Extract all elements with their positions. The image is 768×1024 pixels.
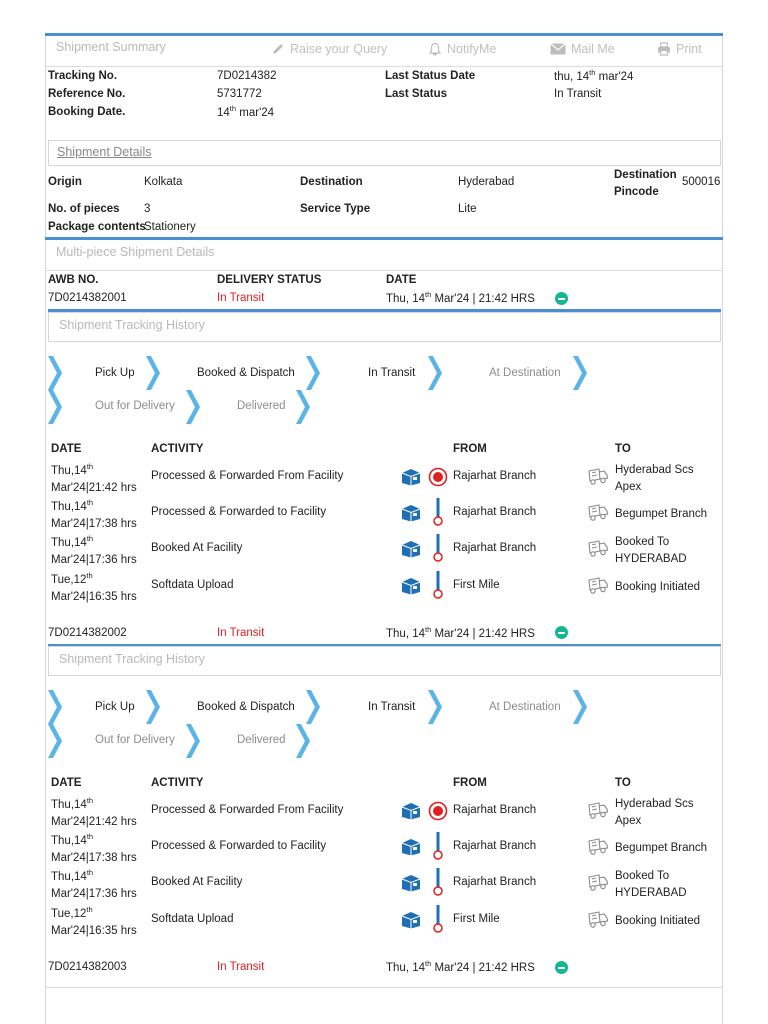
shipment-details-heading[interactable]: Shipment Details: [57, 145, 152, 159]
history-date: Tue,12th Mar'24|16:35 hrs: [51, 571, 137, 603]
step-chevron-icon: [146, 690, 160, 724]
history-from: Rajarhat Branch: [453, 876, 537, 888]
destination-label: Destination: [300, 176, 363, 188]
progress-step: Pick Up: [95, 701, 135, 713]
last-status-label: Last Status: [385, 88, 447, 100]
history-to: Booking Initiated: [615, 581, 701, 593]
progress-step: Pick Up: [95, 367, 135, 379]
step-chevron-icon: [48, 690, 62, 724]
bell-icon: [428, 42, 442, 56]
tracking-history-header: [48, 646, 721, 676]
delivery-truck-icon: [587, 467, 609, 487]
history-from: Rajarhat Branch: [453, 840, 537, 852]
history-to: Hyderabad Scs Apex: [615, 798, 694, 827]
delivery-truck-icon: [587, 576, 609, 596]
delivery-truck-icon: [587, 539, 609, 559]
service-type-label: Service Type: [300, 203, 371, 215]
progress-step: At Destination: [489, 367, 561, 379]
pincode-value: 500016: [682, 176, 721, 188]
step-chevron-icon: [573, 690, 587, 724]
history-date: Thu,14th Mar'24|17:38 hrs: [51, 498, 137, 530]
history-activity: Processed & Forwarded to Facility: [151, 840, 327, 852]
current-location-icon: [428, 801, 448, 821]
tracking-value: 7D0214382: [217, 70, 277, 82]
reference-value: 5731772: [217, 88, 262, 100]
delivery-truck-icon: [587, 503, 609, 523]
progress-step: Booked & Dispatch: [197, 701, 295, 713]
col-date-header: DATE: [51, 777, 82, 789]
last-status-value: In Transit: [554, 88, 602, 100]
contents-value: Stationery: [144, 221, 196, 233]
col-date-header: DATE: [51, 443, 82, 455]
history-to: Begumpet Branch: [615, 842, 708, 854]
col-to-header: TO: [615, 443, 631, 455]
history-to: Booked To HYDERABAD: [615, 536, 687, 565]
col-to-header: TO: [615, 777, 631, 789]
collapse-toggle-icon[interactable]: [555, 961, 568, 974]
tracking-history-heading: Shipment Tracking History: [59, 318, 205, 332]
pieces-value: 3: [144, 203, 151, 215]
history-activity: Booked At Facility: [151, 542, 243, 554]
package-icon: [401, 504, 421, 522]
step-chevron-icon: [428, 690, 442, 724]
delivery-status: In Transit: [217, 292, 265, 304]
history-from: Rajarhat Branch: [453, 506, 537, 518]
mail-me-button[interactable]: [550, 42, 615, 56]
awb-number: 7D0214382003: [48, 961, 127, 973]
last-status-date-label: Last Status Date: [385, 70, 476, 82]
step-chevron-icon: [306, 356, 320, 390]
collapse-toggle-icon[interactable]: [555, 626, 568, 639]
pincode-label: Destination Pincode: [614, 169, 677, 198]
step-chevron-icon: [428, 356, 442, 390]
step-chevron-icon: [573, 356, 587, 390]
print-button[interactable]: [657, 42, 702, 56]
col-activity-header: ACTIVITY: [151, 443, 204, 455]
package-icon: [401, 577, 421, 595]
history-date: Tue,12th Mar'24|16:35 hrs: [51, 905, 137, 937]
history-date: Thu,14th Mar'24|21:42 hrs: [51, 462, 137, 494]
current-location-icon: [428, 467, 448, 487]
delivery-status: In Transit: [217, 627, 265, 639]
delivery-status: In Transit: [217, 961, 265, 973]
history-date: Thu,14th Mar'24|17:36 hrs: [51, 534, 137, 566]
awb-number: 7D0214382002: [48, 627, 127, 639]
col-from-header: FROM: [453, 777, 487, 789]
package-icon: [401, 468, 421, 486]
notify-me-button[interactable]: [428, 42, 496, 56]
route-marker-icon: [432, 498, 444, 526]
envelope-icon: [550, 43, 566, 55]
summary-title: Shipment Summary: [56, 40, 166, 54]
tracking-history-section: [0, 646, 768, 946]
history-date: Thu,14th Mar'24|17:36 hrs: [51, 868, 137, 900]
col-from-header: FROM: [453, 443, 487, 455]
service-type-value: Lite: [458, 203, 477, 215]
delivery-truck-icon: [587, 910, 609, 930]
top-accent-rule: [45, 33, 723, 36]
booking-date-label: Booking Date.: [48, 106, 126, 118]
step-chevron-icon: [48, 390, 62, 424]
package-icon: [401, 838, 421, 856]
delivery-truck-icon: [587, 801, 609, 821]
history-from: Rajarhat Branch: [453, 470, 537, 482]
progress-step: Delivered: [237, 400, 286, 412]
printer-icon: [657, 42, 671, 56]
print-label: Print: [676, 42, 702, 56]
col-awb-header: AWB NO.: [48, 274, 99, 286]
package-icon: [401, 911, 421, 929]
col-delivery-status-header: DELIVERY STATUS: [217, 274, 322, 286]
shipment-details-header: [48, 140, 721, 166]
piece-date: Thu, 14th Mar'24 | 21:42 HRS: [386, 625, 535, 640]
history-activity: Processed & Forwarded From Facility: [151, 804, 344, 816]
history-activity: Processed & Forwarded From Facility: [151, 470, 344, 482]
package-icon: [401, 540, 421, 558]
notify-me-label: NotifyMe: [447, 42, 497, 56]
progress-step: Delivered: [237, 734, 286, 746]
route-marker-icon: [432, 868, 444, 896]
origin-label: Origin: [48, 176, 82, 188]
history-activity: Processed & Forwarded to Facility: [151, 506, 327, 518]
delivery-truck-icon: [587, 837, 609, 857]
progress-step: Out for Delivery: [95, 400, 175, 412]
delivery-truck-icon: [587, 873, 609, 893]
history-from: First Mile: [453, 579, 500, 591]
history-to: Booking Initiated: [615, 915, 701, 927]
last-status-date-value: thu, 14th mar'24: [554, 68, 634, 83]
history-from: Rajarhat Branch: [453, 542, 537, 554]
history-activity: Softdata Upload: [151, 913, 234, 925]
history-to: Booked To HYDERABAD: [615, 870, 687, 899]
contents-label: Package contents: [48, 221, 146, 233]
tracking-history-heading: Shipment Tracking History: [59, 652, 205, 666]
divider: [45, 987, 723, 988]
progress-step: In Transit: [368, 701, 416, 713]
piece-date: Thu, 14th Mar'24 | 21:42 HRS: [386, 959, 535, 974]
tracking-label: Tracking No.: [48, 70, 118, 82]
reference-label: Reference No.: [48, 88, 126, 100]
divider: [45, 270, 723, 271]
package-icon: [401, 802, 421, 820]
history-to: Hyderabad Scs Apex: [615, 464, 694, 493]
history-activity: Softdata Upload: [151, 579, 234, 591]
step-chevron-icon: [296, 390, 310, 424]
route-marker-icon: [432, 571, 444, 599]
step-chevron-icon: [186, 724, 200, 758]
piece-date: Thu, 14th Mar'24 | 21:42 HRS: [386, 290, 535, 305]
collapse-toggle-icon[interactable]: [555, 292, 568, 305]
destination-value: Hyderabad: [458, 176, 515, 188]
booking-date-value: 14th mar'24: [217, 104, 275, 119]
mail-me-label: Mail Me: [571, 42, 615, 56]
pencil-icon: [271, 42, 285, 56]
history-date: Thu,14th Mar'24|21:42 hrs: [51, 796, 137, 828]
raise-query-button[interactable]: [271, 42, 387, 56]
route-marker-icon: [432, 832, 444, 860]
progress-step: Booked & Dispatch: [197, 367, 295, 379]
step-chevron-icon: [146, 356, 160, 390]
pieces-label: No. of pieces: [48, 203, 120, 215]
origin-value: Kolkata: [144, 176, 183, 188]
tracking-history-header: [48, 312, 721, 342]
history-to: Begumpet Branch: [615, 508, 708, 520]
step-chevron-icon: [306, 690, 320, 724]
multi-accent-rule: [45, 237, 723, 240]
package-icon: [401, 874, 421, 892]
raise-query-label: Raise your Query: [290, 42, 388, 56]
step-chevron-icon: [48, 356, 62, 390]
history-activity: Booked At Facility: [151, 876, 243, 888]
history-from: First Mile: [453, 913, 500, 925]
step-chevron-icon: [296, 724, 310, 758]
route-marker-icon: [432, 534, 444, 562]
history-date: Thu,14th Mar'24|17:38 hrs: [51, 832, 137, 864]
col-activity-header: ACTIVITY: [151, 777, 204, 789]
step-chevron-icon: [186, 390, 200, 424]
col-date-header: DATE: [386, 274, 417, 286]
route-marker-icon: [432, 905, 444, 933]
progress-step: At Destination: [489, 701, 561, 713]
history-from: Rajarhat Branch: [453, 804, 537, 816]
divider: [45, 66, 723, 67]
step-chevron-icon: [48, 724, 62, 758]
progress-step: Out for Delivery: [95, 734, 175, 746]
tracking-history-section: [0, 312, 768, 612]
awb-number: 7D0214382001: [48, 292, 127, 304]
multi-piece-heading: Multi-piece Shipment Details: [56, 245, 215, 259]
progress-step: In Transit: [368, 367, 416, 379]
